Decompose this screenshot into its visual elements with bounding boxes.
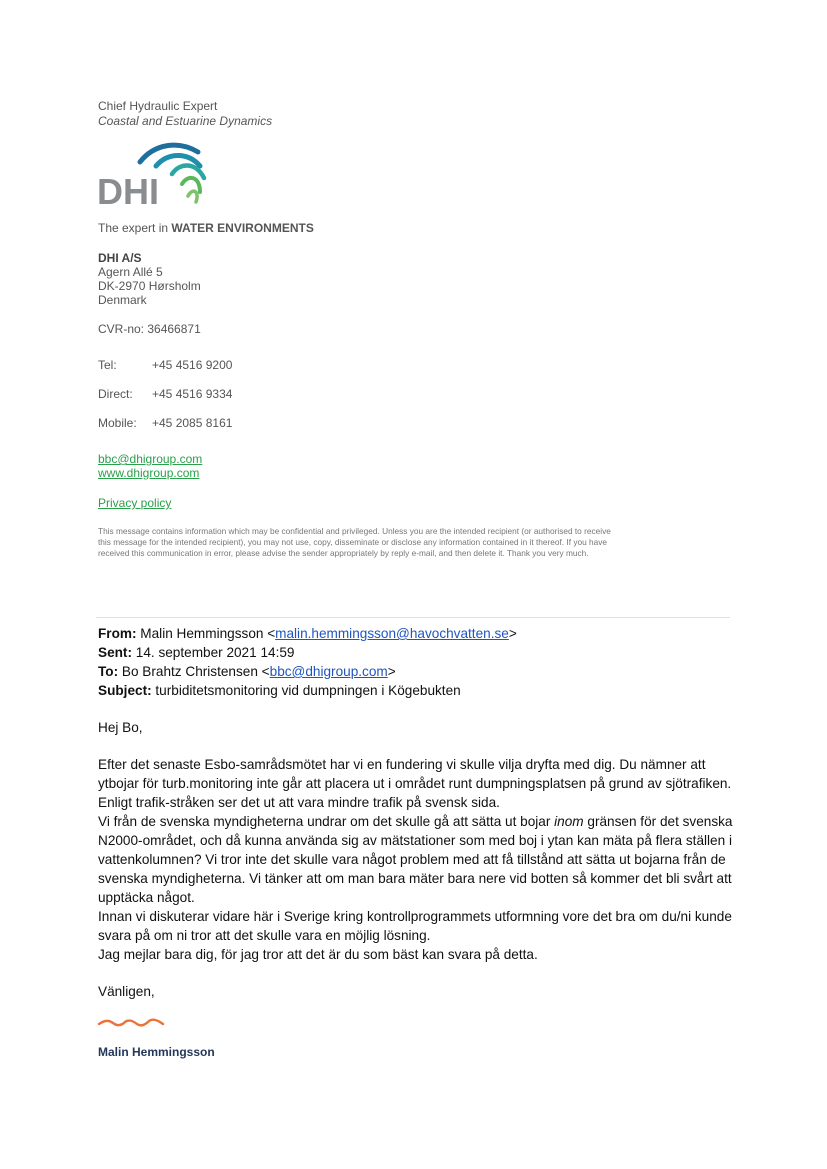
to-name: Bo Brahtz Christensen <: [121, 664, 270, 679]
dhi-logo-graphic: [96, 138, 208, 208]
subject-label: Subject:: [98, 683, 152, 698]
p2-part-b: gränsen för det svenska N2000-området, och då kunna använda sig av mätstationer som med boj i ytan kan mäta på flera ställen i vattenkolumnen? Vi tror inte det skulle vara något problem med att få tillstånd att sätta ut bojarna från de svenska myndigheterna. Vi tänker att om man bara mäter bara nere vid botten så kommer det bli svårt att upptäcka något.: [98, 814, 733, 905]
from-label: From:: [98, 626, 137, 641]
p2-italic: inom: [554, 814, 584, 829]
sent-label: Sent:: [98, 645, 132, 660]
sender-department: Coastal and Estuarine Dynamics: [98, 114, 273, 128]
privacy-link-wrap: [98, 496, 171, 510]
privacy-policy-link[interactable]: Privacy policy: [98, 496, 172, 510]
body-paragraph-3: Innan vi diskuterar vidare här i Sverige kring kontrollprogrammets utformning vore det bra om du/ni kunde svara på om ni tror att det skulle vara en möjlig lösning.: [98, 909, 732, 943]
body-paragraph-4: Jag mejlar bara dig, för jag tror att det är du som bäst kan svara på detta.: [98, 947, 538, 962]
email-link-wrap: [98, 452, 202, 466]
p2-part-a: Vi från de svenska myndigheterna undrar om det skulle gå att sätta ut bojar: [98, 814, 555, 829]
address-line-2: DK-2970 Hørsholm: [98, 279, 201, 293]
handwritten-signature: [97, 1012, 167, 1032]
to-row: [98, 662, 396, 681]
to-close: >: [387, 664, 396, 679]
logo-text: DHI: [97, 171, 159, 208]
direct-value: +45 4516 9334: [152, 387, 233, 401]
greeting: Hej Bo,: [98, 720, 143, 735]
to-email-link[interactable]: bbc@dhigroup.com: [269, 664, 388, 679]
from-row: [98, 624, 517, 643]
disclaimer-text: This message contains information which may be confidential and privileged. Unless you are the intended recipient (or authorised to receive this message for the intended recipient), you may not use, copy, disseminate or disclose any information contained in it thereof. If you have received this communication in error, please advise the sender appropriately by reply e-mail, and then delete it. Thank you very much.: [98, 526, 611, 558]
sent-value: 14. september 2021 14:59: [135, 645, 295, 660]
body-paragraph-2: [98, 812, 738, 907]
address-line-3: Denmark: [98, 293, 147, 307]
website-link-wrap: [98, 466, 199, 480]
signature-email-link[interactable]: bbc@dhigroup.com: [98, 452, 203, 466]
company-name: DHI A/S: [98, 251, 142, 265]
from-close: >: [508, 626, 517, 641]
from-name: Malin Hemmingsson <: [140, 626, 276, 641]
mobile-label: Mobile:: [98, 416, 137, 430]
mobile-row: [98, 416, 232, 430]
tel-label: Tel:: [98, 358, 117, 372]
dhi-logo: [96, 138, 208, 208]
website-link[interactable]: www.dhigroup.com: [98, 466, 200, 480]
address-line-1: Agern Allé 5: [98, 265, 163, 279]
sender-title: Chief Hydraulic Expert: [98, 99, 218, 113]
tagline-prefix: The expert in: [98, 221, 172, 235]
email-body: [98, 755, 738, 964]
tel-row: [98, 358, 232, 372]
cvr-number: CVR-no: 36466871: [98, 322, 201, 336]
to-label: To:: [98, 664, 119, 679]
closing: Vänligen,: [98, 984, 155, 999]
signer-name: Malin Hemmingsson: [98, 1045, 215, 1059]
mobile-value: +45 2085 8161: [152, 416, 233, 430]
body-paragraph-1: Efter det senaste Esbo-samrådsmötet har vi en fundering vi skulle vilja dryfta med dig. Du nämner att ytbojar för turb.monitoring inte går att placera ut i området runt dumpningsplatsen på grund av sjötrafiken. Enligt trafik-stråken ser det ut att vara mindre trafik på svensk sida.: [98, 757, 732, 810]
subject-row: [98, 681, 461, 700]
direct-row: [98, 387, 232, 401]
tagline-bold: WATER ENVIRONMENTS: [171, 221, 314, 235]
subject-value: turbiditetsmonitoring vid dumpningen i Kögebukten: [155, 683, 461, 698]
direct-label: Direct:: [98, 387, 133, 401]
sent-row: [98, 643, 294, 662]
divider: [96, 617, 730, 618]
from-email-link[interactable]: malin.hemmingsson@havochvatten.se: [275, 626, 509, 641]
tagline: [98, 221, 314, 235]
tel-value: +45 4516 9200: [152, 358, 233, 372]
